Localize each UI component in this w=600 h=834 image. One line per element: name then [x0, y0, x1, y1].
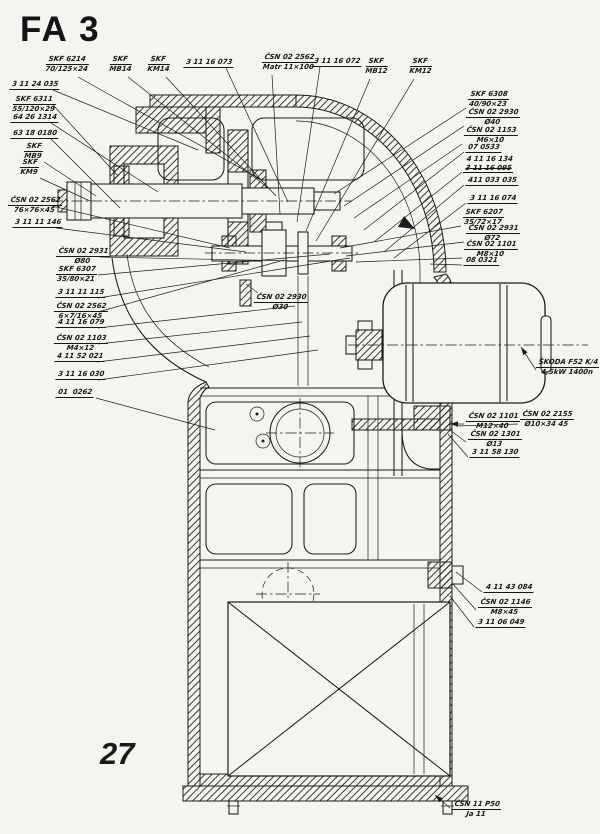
- part-callout: ČSN 02 1146 M8×45: [477, 598, 533, 616]
- part-callout: SKF MB9: [23, 142, 43, 160]
- part-callout: SKF KM14: [146, 55, 171, 73]
- part-callout: SKF KM12: [408, 57, 433, 75]
- part-callout: 07 0533: [465, 143, 502, 153]
- part-callout: 3 11 06 049: [475, 618, 526, 628]
- part-callout: ČSN 02 1103 M4×12: [53, 334, 109, 352]
- part-callout: 3 11 58 130: [469, 448, 520, 458]
- part-callout: SKF KM9: [19, 158, 39, 176]
- outlet-flange: [428, 562, 463, 588]
- terminal-box: [541, 316, 551, 372]
- part-callout: ČSN 02 1101 M12×40: [465, 412, 521, 430]
- part-callout: ČSN 02 1101 M8×10: [463, 240, 519, 258]
- drawing-title: FA 3: [20, 10, 101, 49]
- main-shaft: [52, 166, 352, 236]
- part-callout: 63 18 0180: [10, 129, 59, 139]
- part-callout: 3 11 11 115: [55, 288, 106, 298]
- part-callout: 4 11 16 079: [55, 318, 106, 328]
- part-callout: SKF MB12: [364, 57, 388, 75]
- part-callout: ČSN 02 2155 Ø10×34 45: [519, 410, 575, 428]
- oil-tank-box: [228, 602, 450, 776]
- part-callout: ČSN 02 2931 Ø72: [465, 224, 521, 242]
- part-callout: 3 11 16 074: [467, 194, 518, 204]
- part-callout: ČSN 11 P50 Ja 11: [451, 800, 502, 818]
- base-plate: [183, 786, 468, 814]
- part-callout: SKF 6308 40/90×23: [468, 90, 509, 108]
- part-callout: ČSN 02 2562 6×7/16×45: [53, 302, 109, 320]
- part-callout: ČSN 02 2562 76×76×45: [7, 196, 63, 214]
- part-callout: 411 033 035: [465, 176, 519, 186]
- part-callout: 3 11 16 030: [55, 370, 106, 380]
- part-callout: ČSN 02 1301 Ø13: [467, 430, 523, 448]
- part-callout: 3 11 16 072: [311, 57, 362, 67]
- part-callout: ČSN 02 1153 M6×10: [463, 126, 519, 144]
- secondary-shaft: [205, 222, 360, 386]
- part-callout: 4 11 16 134 3 11 16 095: [463, 155, 515, 173]
- volute-scroll: [112, 254, 209, 382]
- part-callout: 4 11 43 084: [483, 583, 534, 593]
- part-callout: 3 11 16 073: [183, 58, 234, 68]
- part-callout: SKF 6311 55/120×29: [11, 95, 56, 113]
- part-callout: ČSN 02 2930 Ø30: [253, 293, 309, 311]
- part-callout: SKF 6307 35/80×21: [56, 265, 97, 283]
- part-callout: ČSN 02 2931 Ø80: [55, 247, 111, 265]
- part-callout: 3 11 11 146: [12, 218, 63, 228]
- part-callout: SKF 6214 70/125×24: [44, 55, 89, 73]
- page-number: 27: [100, 736, 135, 771]
- part-callout: ŠKODA F52 K/4 4,5kW 1400n: [535, 358, 600, 376]
- part-callout: 3 11 24 035: [9, 80, 60, 90]
- section-arrow: [398, 216, 415, 229]
- part-callout: ČSN 02 2930 Ø40: [465, 108, 521, 126]
- part-callout: 01 0262: [55, 388, 94, 398]
- part-callout: ČSN 02 2562 Matr 11×100: [262, 53, 315, 71]
- part-callout: SKF MB14: [108, 55, 132, 73]
- part-callout: 08 0321: [463, 256, 500, 266]
- part-callout: 4 11 52 021: [54, 352, 105, 362]
- electric-motor: [346, 283, 588, 403]
- part-callout: SKF 6207 35/72×17: [463, 208, 504, 226]
- part-callout: 64 26 1314: [10, 113, 59, 123]
